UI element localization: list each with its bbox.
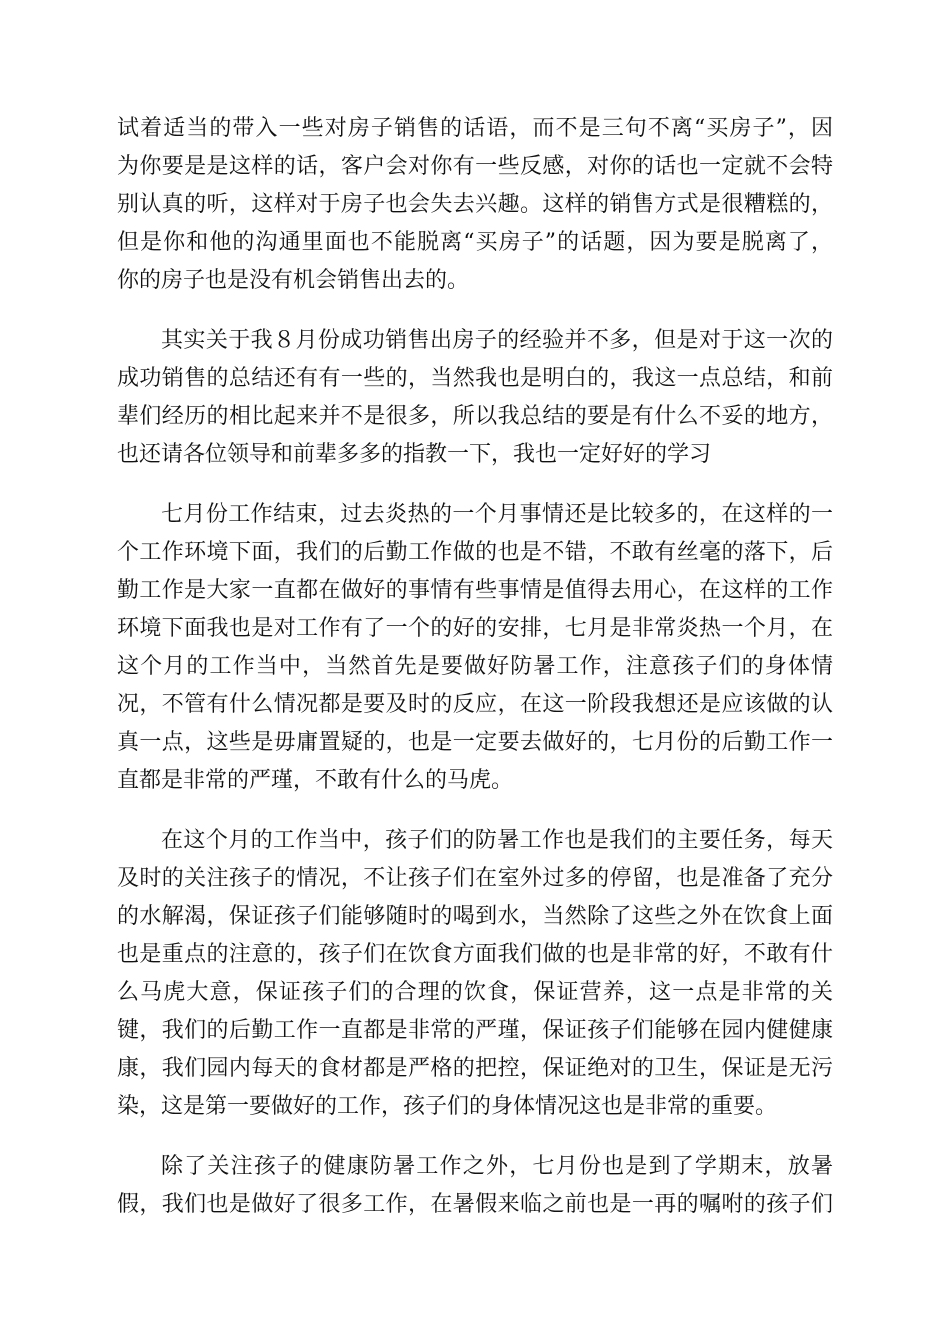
paragraph-line: 除了关注孩子的健康防暑工作之外，七月份也是到了学期末，放暑	[161, 1154, 833, 1179]
paragraph-line: 的水解渴，保证孩子们能够随时的喝到水，当然除了这些之外在饮食上面	[117, 904, 833, 929]
paragraph-line: 个工作环境下面，我们的后勤工作做的也是不错，不敢有丝毫的落下，后	[117, 540, 833, 565]
paragraph-line: 但是你和他的沟通里面也不能脱离“买房子”的话题，因为要是脱离了，	[117, 230, 833, 255]
paragraph-line: 么马虎大意，保证孩子们的合理的饮食，保证营养，这一点是非常的关	[117, 980, 833, 1005]
paragraph-line: 其实关于我８月份成功销售出房子的经验并不多，但是对于这一次的	[161, 328, 833, 353]
paragraph-line: 勤工作是大家一直都在做好的事情有些事情是值得去用心，在这样的工作	[117, 578, 833, 603]
paragraph-line: 况，不管有什么情况都是要及时的反应，在这一阶段我想还是应该做的认	[117, 692, 833, 717]
paragraph-line: 试着适当的带入一些对房子销售的话语，而不是三句不离“买房子”，因	[117, 116, 833, 141]
paragraph-4	[117, 822, 833, 1126]
document-body	[117, 110, 833, 1246]
paragraph-line: 也还请各位领导和前辈多多的指教一下，我也一定好好的学习	[117, 442, 712, 467]
paragraph-1	[117, 110, 833, 300]
paragraph-line: 假，我们也是做好了很多工作，在暑假来临之前也是一再的嘱咐的孩子们	[117, 1192, 833, 1217]
paragraph-line: 别认真的听，这样对于房子也会失去兴趣。这样的销售方式是很糟糕的，	[117, 192, 833, 217]
paragraph-5	[117, 1148, 833, 1224]
paragraph-line: 成功销售的总结还有有一些的，当然我也是明白的，我这一点总结，和前	[117, 366, 833, 391]
paragraph-line: 环境下面我也是对工作有了一个的好的安排，七月是非常炎热一个月，在	[117, 616, 833, 641]
paragraph-line: 康，我们园内每天的食材都是严格的把控，保证绝对的卫生，保证是无污	[117, 1056, 833, 1081]
paragraph-line: 键，我们的后勤工作一直都是非常的严瑾，保证孩子们能够在园内健健康	[117, 1018, 833, 1043]
paragraph-2	[117, 322, 833, 474]
paragraph-line: 染，这是第一要做好的工作，孩子们的身体情况这也是非常的重要。	[117, 1094, 778, 1119]
paragraph-line: 这个月的工作当中，当然首先是要做好防暑工作，注意孩子们的身体情	[117, 654, 833, 679]
paragraph-line: 在这个月的工作当中，孩子们的防暑工作也是我们的主要任务，每天	[161, 828, 833, 853]
paragraph-3	[117, 496, 833, 800]
paragraph-line: 七月份工作结束，过去炎热的一个月事情还是比较多的，在这样的一	[161, 502, 833, 527]
paragraph-line: 辈们经历的相比起来并不是很多，所以我总结的要是有什么不妥的地方，	[117, 404, 833, 429]
paragraph-line: 为你要是是这样的话，客户会对你有一些反感，对你的话也一定就不会特	[117, 154, 833, 179]
paragraph-line: 你的房子也是没有机会销售出去的。	[117, 268, 470, 293]
paragraph-line: 也是重点的注意的，孩子们在饮食方面我们做的也是非常的好，不敢有什	[117, 942, 833, 967]
paragraph-line: 直都是非常的严瑾，不敢有什么的马虎。	[117, 768, 514, 793]
paragraph-line: 真一点，这些是毋庸置疑的，也是一定要去做好的，七月份的后勤工作一	[117, 730, 833, 755]
paragraph-line: 及时的关注孩子的情况，不让孩子们在室外过多的停留，也是准备了充分	[117, 866, 833, 891]
